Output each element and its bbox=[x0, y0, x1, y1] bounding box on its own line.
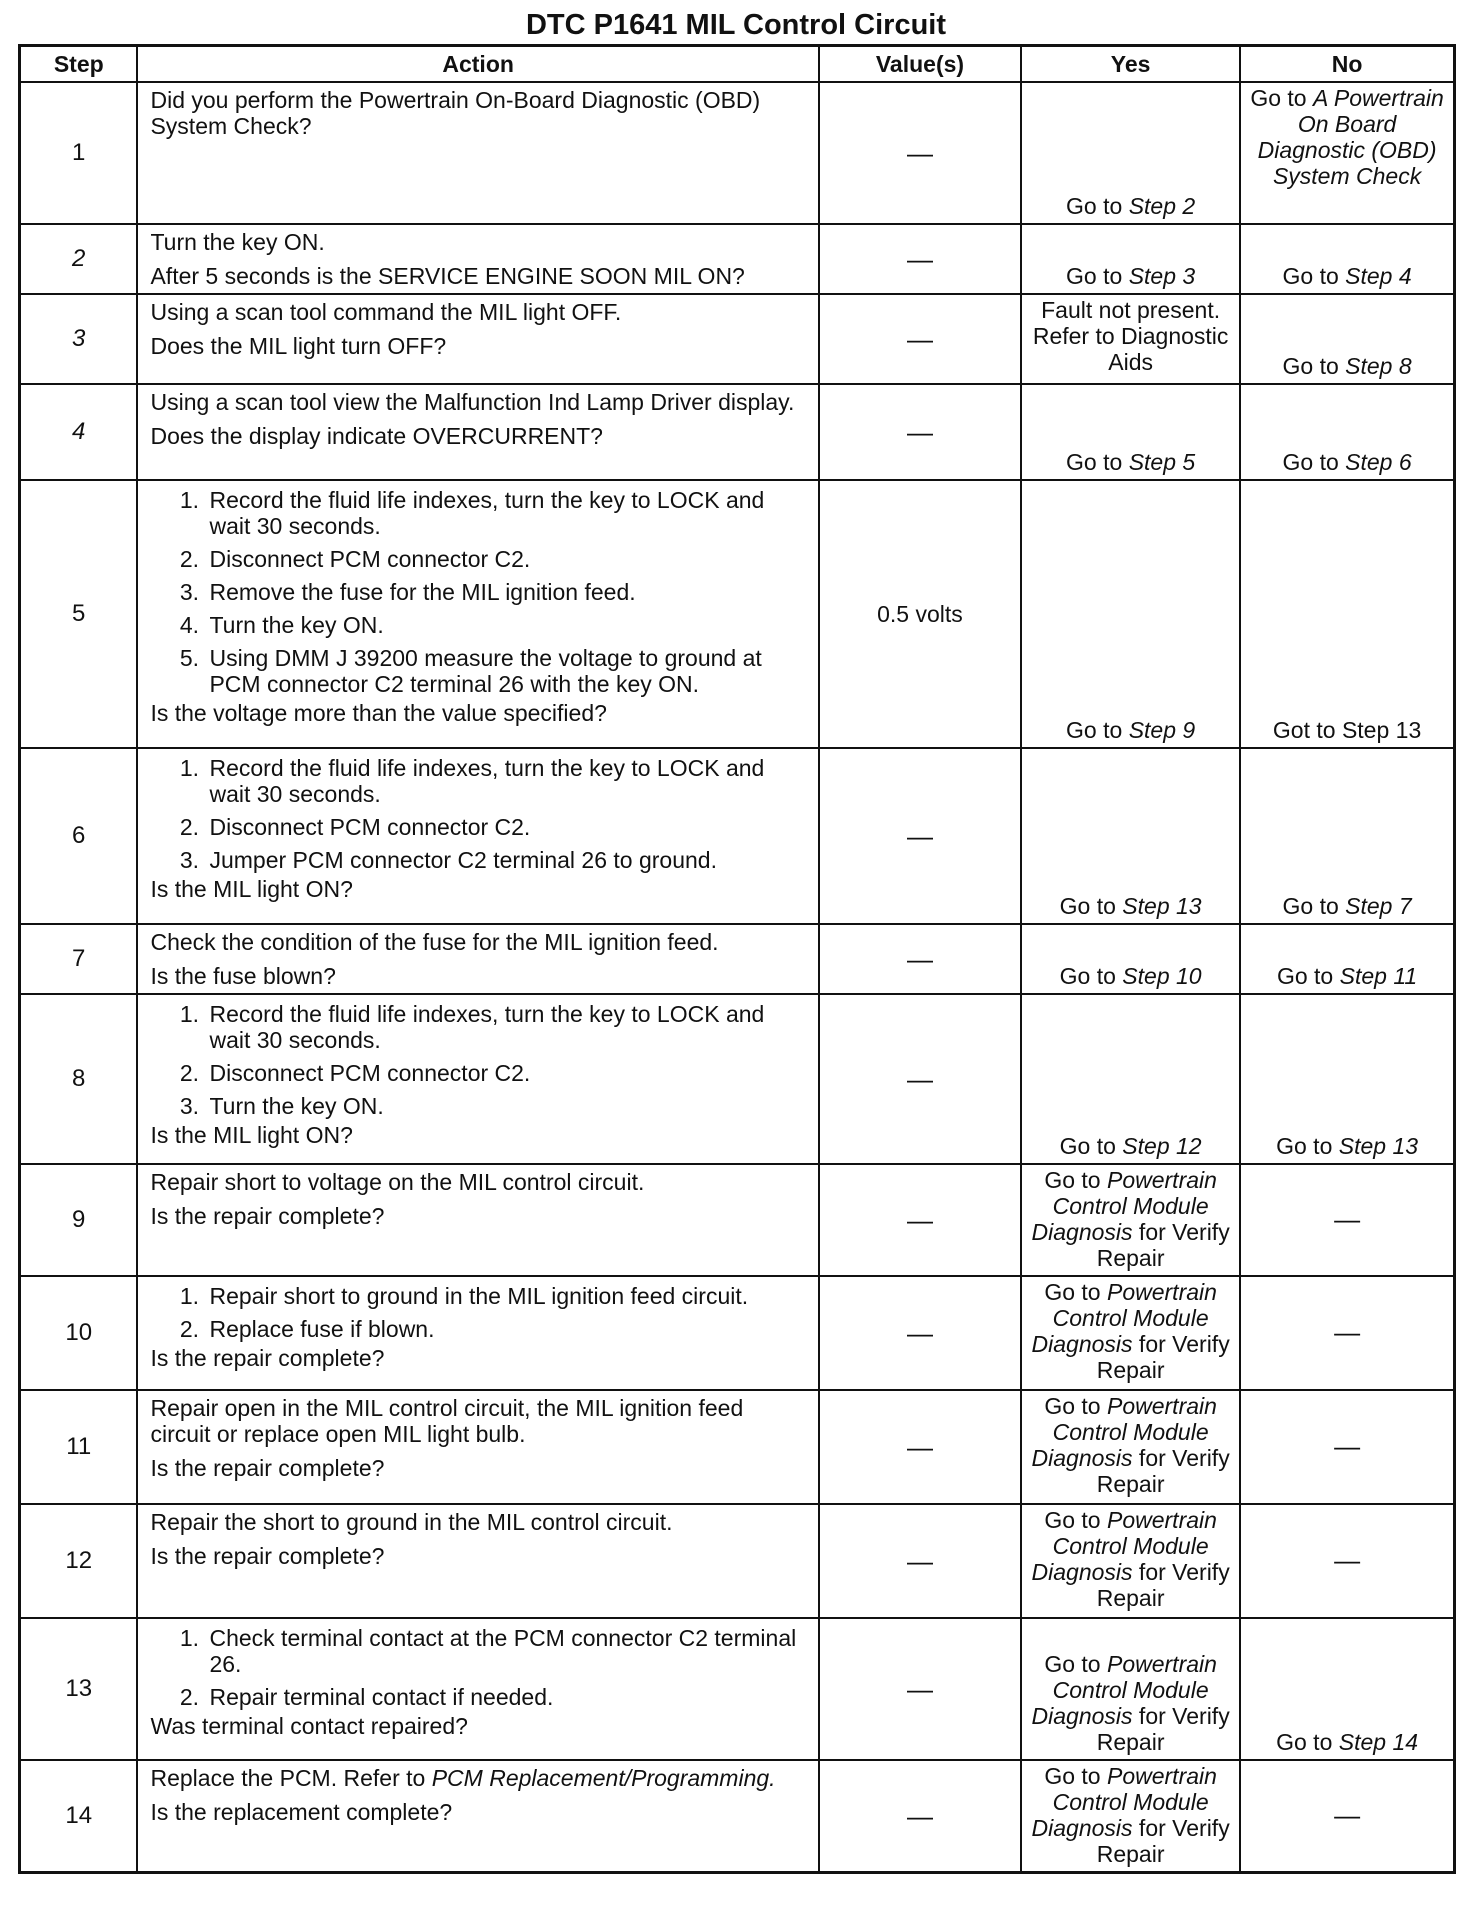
action-list bbox=[150, 755, 807, 873]
yes-prefix: Go to bbox=[1044, 1167, 1107, 1193]
action-question: Is the replacement complete? bbox=[150, 1799, 453, 1825]
action-cell bbox=[137, 994, 818, 1164]
no-cell bbox=[1240, 294, 1454, 384]
yes-prefix: Go to bbox=[1044, 1507, 1107, 1533]
header-yes: Yes bbox=[1021, 46, 1240, 83]
header-no: No bbox=[1240, 46, 1454, 83]
yes-prefix: Go to bbox=[1059, 963, 1123, 989]
no-step-ref: Step 6 bbox=[1345, 449, 1412, 475]
no-cell bbox=[1240, 384, 1454, 480]
action-cell bbox=[137, 384, 818, 480]
action-reference: PCM Replacement/Programming. bbox=[431, 1765, 776, 1791]
no-cell bbox=[1240, 224, 1454, 294]
table-row bbox=[20, 1164, 1455, 1276]
no-cell: — bbox=[1240, 1760, 1454, 1873]
yes-step-ref: Step 10 bbox=[1122, 963, 1202, 989]
value-cell: 0.5 volts bbox=[819, 480, 1021, 748]
no-prefix: Go to bbox=[1250, 85, 1313, 111]
list-item: 3. Jumper PCM connector C2 terminal 26 to ground. bbox=[205, 847, 807, 873]
table-row bbox=[20, 1504, 1455, 1618]
yes-step-ref: Step 13 bbox=[1122, 893, 1202, 919]
table-row bbox=[20, 480, 1455, 748]
no-step-ref: Step 11 bbox=[1339, 963, 1418, 989]
action-prefix: Replace the PCM. Refer to bbox=[150, 1765, 432, 1791]
header-step: Step bbox=[20, 46, 138, 83]
list-item: 1. Record the fluid life indexes, turn the key to LOCK and wait 30 seconds. bbox=[205, 755, 807, 807]
table-row bbox=[20, 994, 1455, 1164]
action-text: Repair short to voltage on the MIL control circuit. bbox=[150, 1169, 645, 1195]
action-text: Did you perform the Powertrain On-Board Diagnostic (OBD) System Check? bbox=[150, 87, 761, 139]
yes-reference: Powertrain Control Module Diagnosis bbox=[1031, 1507, 1217, 1585]
table-row bbox=[20, 1760, 1455, 1873]
action-list bbox=[150, 1625, 807, 1710]
yes-cell bbox=[1021, 924, 1240, 994]
yes-suffix: for Verify Repair bbox=[1096, 1559, 1230, 1611]
value-cell: — bbox=[819, 1164, 1021, 1276]
action-cell bbox=[137, 1760, 818, 1873]
step-number: 7 bbox=[20, 924, 138, 994]
value-cell: — bbox=[819, 224, 1021, 294]
step-number: 1 bbox=[20, 82, 138, 224]
no-cell bbox=[1240, 748, 1454, 924]
action-question: Is the voltage more than the value specified? bbox=[150, 700, 607, 726]
table-row bbox=[20, 82, 1455, 224]
list-item: 5. Using DMM J 39200 measure the voltage to ground at PCM connector C2 terminal 26 with the key ON. bbox=[205, 645, 807, 697]
value-cell: — bbox=[819, 748, 1021, 924]
yes-prefix: Go to bbox=[1059, 893, 1123, 919]
yes-cell bbox=[1021, 1276, 1240, 1390]
list-item: 2. Disconnect PCM connector C2. bbox=[205, 1060, 807, 1086]
step-number: 12 bbox=[20, 1504, 138, 1618]
action-question: After 5 seconds is the SERVICE ENGINE SOON MIL ON? bbox=[150, 263, 745, 289]
value-cell: — bbox=[819, 384, 1021, 480]
action-text bbox=[150, 1765, 807, 1791]
action-question: Is the MIL light ON? bbox=[150, 1122, 353, 1148]
yes-suffix: for Verify Repair bbox=[1096, 1703, 1230, 1755]
yes-cell bbox=[1021, 480, 1240, 748]
step-number: 8 bbox=[20, 994, 138, 1164]
no-cell: — bbox=[1240, 1504, 1454, 1618]
yes-prefix: Go to bbox=[1066, 449, 1129, 475]
yes-cell: Fault not present. Refer to Diagnostic Aids bbox=[1021, 294, 1240, 384]
header-values: Value(s) bbox=[819, 46, 1021, 83]
action-cell bbox=[137, 1504, 818, 1618]
no-prefix: Go to bbox=[1282, 449, 1346, 475]
yes-cell bbox=[1021, 1390, 1240, 1504]
yes-reference: Powertrain Control Module Diagnosis bbox=[1031, 1763, 1217, 1841]
yes-reference: Powertrain Control Module Diagnosis bbox=[1031, 1651, 1217, 1729]
yes-step-ref: Step 5 bbox=[1128, 449, 1196, 475]
action-text: Repair open in the MIL control circuit, the MIL ignition feed circuit or replace open MIL light bulb. bbox=[150, 1395, 744, 1447]
table-row bbox=[20, 924, 1455, 994]
action-text: Repair the short to ground in the MIL control circuit. bbox=[150, 1509, 673, 1535]
step-number: 9 bbox=[20, 1164, 138, 1276]
no-reference: A Powertrain On Board Diagnostic (OBD) System Check bbox=[1257, 85, 1444, 189]
value-cell: — bbox=[819, 1276, 1021, 1390]
list-item: 2. Disconnect PCM connector C2. bbox=[205, 546, 807, 572]
yes-prefix: Go to bbox=[1059, 1133, 1123, 1159]
action-cell bbox=[137, 1618, 818, 1760]
action-list bbox=[150, 1283, 807, 1342]
yes-suffix: for Verify Repair bbox=[1096, 1815, 1230, 1867]
yes-step-ref: Step 2 bbox=[1128, 193, 1196, 219]
table-row bbox=[20, 384, 1455, 480]
list-item: 1. Record the fluid life indexes, turn the key to LOCK and wait 30 seconds. bbox=[205, 1001, 807, 1053]
list-item: 2. Disconnect PCM connector C2. bbox=[205, 814, 807, 840]
no-step-ref: Step 13 bbox=[1338, 1133, 1419, 1159]
action-cell bbox=[137, 1164, 818, 1276]
action-list bbox=[150, 1001, 807, 1119]
yes-reference: Powertrain Control Module Diagnosis bbox=[1031, 1167, 1217, 1245]
action-text: Using a scan tool view the Malfunction Ind Lamp Driver display. bbox=[150, 389, 795, 415]
table-row bbox=[20, 1390, 1455, 1504]
no-step-ref: Step 7 bbox=[1345, 893, 1412, 919]
no-cell: — bbox=[1240, 1276, 1454, 1390]
step-number: 3 bbox=[20, 294, 138, 384]
list-item: 4. Turn the key ON. bbox=[205, 612, 807, 638]
no-cell bbox=[1240, 924, 1454, 994]
step-number: 13 bbox=[20, 1618, 138, 1760]
no-cell: — bbox=[1240, 1164, 1454, 1276]
action-cell bbox=[137, 294, 818, 384]
table-row bbox=[20, 748, 1455, 924]
step-number: 6 bbox=[20, 748, 138, 924]
value-cell: — bbox=[819, 1618, 1021, 1760]
no-prefix: Go to bbox=[1276, 1729, 1339, 1755]
diagnostic-table bbox=[18, 44, 1456, 1874]
action-question: Is the MIL light ON? bbox=[150, 876, 353, 902]
action-cell bbox=[137, 480, 818, 748]
no-prefix: Go to bbox=[1282, 893, 1346, 919]
step-number: 4 bbox=[20, 384, 138, 480]
yes-cell bbox=[1021, 994, 1240, 1164]
list-item: 1. Record the fluid life indexes, turn the key to LOCK and wait 30 seconds. bbox=[205, 487, 807, 539]
step-number: 5 bbox=[20, 480, 138, 748]
no-prefix: Go to bbox=[1282, 353, 1346, 379]
action-question: Is the repair complete? bbox=[150, 1543, 385, 1569]
action-cell bbox=[137, 224, 818, 294]
step-number: 10 bbox=[20, 1276, 138, 1390]
action-question: Is the repair complete? bbox=[150, 1455, 385, 1481]
action-cell bbox=[137, 748, 818, 924]
header-action: Action bbox=[137, 46, 818, 83]
value-cell: — bbox=[819, 1390, 1021, 1504]
action-question: Is the repair complete? bbox=[150, 1345, 385, 1371]
yes-cell bbox=[1021, 1504, 1240, 1618]
value-cell: — bbox=[819, 294, 1021, 384]
no-cell bbox=[1240, 1618, 1454, 1760]
no-step-ref: Step 8 bbox=[1345, 353, 1412, 379]
no-prefix: Go to bbox=[1276, 963, 1340, 989]
no-prefix: Go to bbox=[1276, 1133, 1339, 1159]
page-title: DTC P1641 MIL Control Circuit bbox=[525, 9, 947, 41]
no-cell: Got to Step 13 bbox=[1240, 480, 1454, 748]
yes-prefix: Go to bbox=[1044, 1279, 1107, 1305]
list-item: 2. Replace fuse if blown. bbox=[205, 1316, 807, 1342]
no-cell: — bbox=[1240, 1390, 1454, 1504]
action-question: Does the MIL light turn OFF? bbox=[150, 333, 447, 359]
no-step-ref: Step 14 bbox=[1338, 1729, 1419, 1755]
list-item: 3. Remove the fuse for the MIL ignition feed. bbox=[205, 579, 807, 605]
action-text: Using a scan tool command the MIL light OFF. bbox=[150, 299, 622, 325]
table-row bbox=[20, 224, 1455, 294]
yes-prefix: Go to bbox=[1066, 263, 1129, 289]
yes-prefix: Go to bbox=[1066, 717, 1129, 743]
yes-step-ref: Step 3 bbox=[1128, 263, 1196, 289]
yes-prefix: Go to bbox=[1044, 1651, 1107, 1677]
yes-cell bbox=[1021, 82, 1240, 224]
table-row bbox=[20, 1276, 1455, 1390]
value-cell: — bbox=[819, 994, 1021, 1164]
action-text: Check the condition of the fuse for the MIL ignition feed. bbox=[150, 929, 719, 955]
yes-prefix: Go to bbox=[1044, 1763, 1107, 1789]
yes-cell bbox=[1021, 1760, 1240, 1873]
step-number: 14 bbox=[20, 1760, 138, 1873]
no-cell bbox=[1240, 994, 1454, 1164]
table-row bbox=[20, 294, 1455, 384]
list-item: 2. Repair terminal contact if needed. bbox=[205, 1684, 807, 1710]
step-number: 11 bbox=[20, 1390, 138, 1504]
action-question: Is the fuse blown? bbox=[150, 963, 336, 989]
step-number: 2 bbox=[20, 224, 138, 294]
yes-cell bbox=[1021, 1164, 1240, 1276]
action-question: Does the display indicate OVERCURRENT? bbox=[150, 423, 603, 449]
yes-prefix: Go to bbox=[1044, 1393, 1107, 1419]
list-item: 1. Repair short to ground in the MIL ignition feed circuit. bbox=[205, 1283, 807, 1309]
yes-suffix: for Verify Repair bbox=[1096, 1219, 1230, 1271]
yes-reference: Powertrain Control Module Diagnosis bbox=[1031, 1393, 1217, 1471]
yes-step-ref: Step 12 bbox=[1122, 1133, 1202, 1159]
action-cell bbox=[137, 1390, 818, 1504]
yes-cell bbox=[1021, 224, 1240, 294]
action-cell bbox=[137, 1276, 818, 1390]
list-item: 3. Turn the key ON. bbox=[205, 1093, 807, 1119]
value-cell: — bbox=[819, 924, 1021, 994]
action-cell bbox=[137, 82, 818, 224]
list-item: 1. Check terminal contact at the PCM connector C2 terminal 26. bbox=[205, 1625, 807, 1677]
yes-cell bbox=[1021, 1618, 1240, 1760]
yes-suffix: for Verify Repair bbox=[1096, 1445, 1230, 1497]
yes-prefix: Go to bbox=[1066, 193, 1129, 219]
value-cell: — bbox=[819, 82, 1021, 224]
yes-cell bbox=[1021, 384, 1240, 480]
action-list bbox=[150, 487, 807, 697]
action-question: Is the repair complete? bbox=[150, 1203, 385, 1229]
yes-suffix: for Verify Repair bbox=[1096, 1331, 1230, 1383]
no-prefix: Go to bbox=[1282, 263, 1346, 289]
value-cell: — bbox=[819, 1504, 1021, 1618]
no-cell bbox=[1240, 82, 1454, 224]
yes-step-ref: Step 9 bbox=[1128, 717, 1196, 743]
value-cell: — bbox=[819, 1760, 1021, 1873]
yes-reference: Powertrain Control Module Diagnosis bbox=[1031, 1279, 1217, 1357]
header-row bbox=[20, 46, 1455, 83]
no-step-ref: Step 4 bbox=[1345, 263, 1412, 289]
table-row bbox=[20, 1618, 1455, 1760]
action-cell bbox=[137, 924, 818, 994]
yes-cell bbox=[1021, 748, 1240, 924]
action-question: Was terminal contact repaired? bbox=[150, 1713, 468, 1739]
action-text: Turn the key ON. bbox=[150, 229, 325, 255]
